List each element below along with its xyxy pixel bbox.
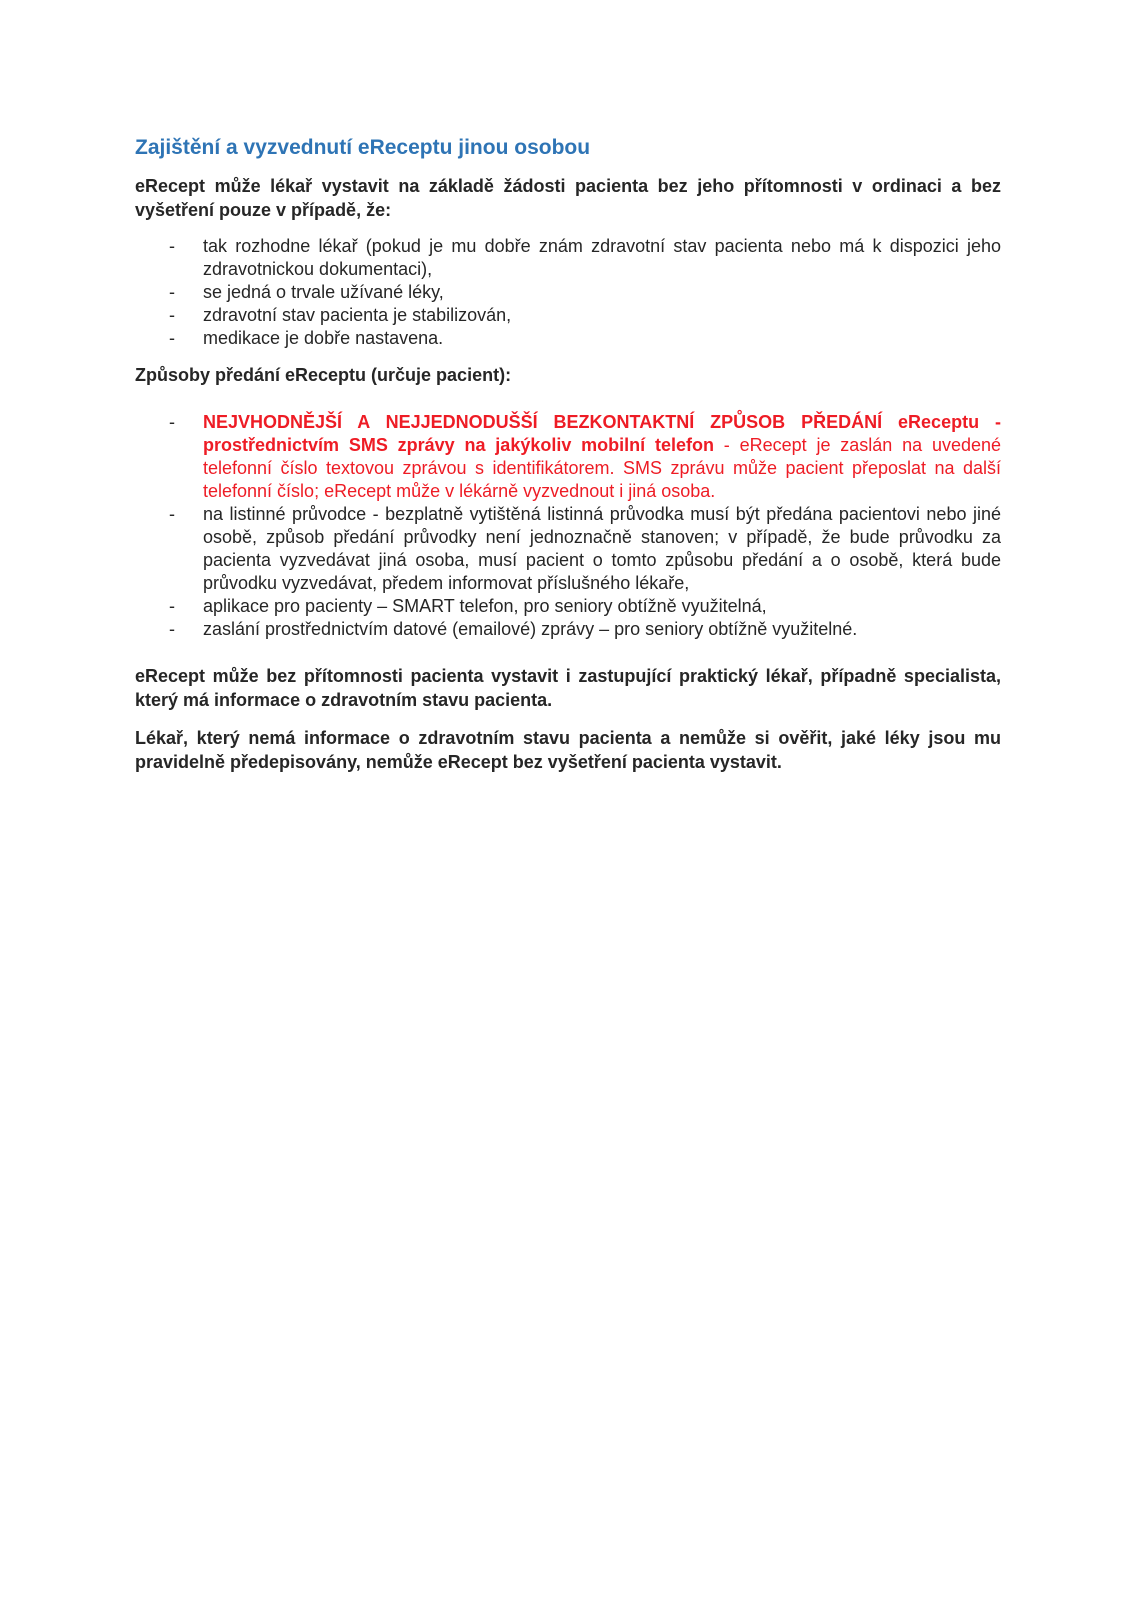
list-item-sms [135, 411, 1001, 503]
bullet-dash: - [169, 596, 175, 616]
no-info-paragraph: Lékař, který nemá informace o zdravotním stavu pacienta a nemůže si ověřit, jaké léky jsou mu pravidelně předepisovány, nemůže eRecept bez vyšetření pacienta vystavit. [135, 728, 1001, 772]
list-item-text: zdravotní stav pacienta je stabilizován, [203, 305, 512, 325]
conditions-list [135, 235, 1001, 350]
list-item-text: aplikace pro pacienty – SMART telefon, pro seniory obtížně využitelná, [203, 596, 767, 616]
methods-heading: Způsoby předání eReceptu (určuje pacient): [135, 365, 512, 385]
bullet-dash: - [169, 504, 175, 524]
list-item-text: medikace je dobře nastavena. [203, 328, 444, 348]
document-title: Zajištění a vyzvednutí eReceptu jinou osobou [135, 136, 591, 159]
bullet-dash: - [169, 619, 175, 639]
list-item-text: tak rozhodne lékař (pokud je mu dobře znám zdravotní stav pacienta nebo má k dispozici jeho zdravotnickou dokumentaci), [203, 236, 1001, 279]
list-item [135, 503, 1001, 595]
list-item [135, 281, 1001, 304]
list-item-text: se jedná o trvale užívané léky, [203, 282, 444, 302]
list-item-text: zaslání prostřednictvím datové (emailové) zprávy – pro seniory obtížně využitelné. [203, 619, 858, 639]
methods-list [135, 411, 1001, 641]
intro-paragraph: eRecept může lékař vystavit na základě žádosti pacienta bez jeho přítomnosti v ordinaci a bez vyšetření pouze v případě, že: [135, 176, 1001, 220]
sms-method-text: - eRecept je zaslán na uvedené telefonní číslo textovou zprávou s identifikátorem. SMS zprávu může pacient přeposlat na další telefonní číslo; eRecept může v lékárně vyzvednout i jiná osoba. [203, 435, 1002, 501]
list-item [135, 235, 1001, 281]
list-item [135, 618, 1001, 641]
sms-method-bold: NEJVHODNĚJŠÍ A NEJJEDNODUŠŠÍ BEZKONTAKTNÍ ZPŮSOB PŘEDÁNÍ eReceptu - prostřednictvím SMS zprávy na jakýkoliv mobilní telefon [203, 412, 1001, 455]
list-item-text: na listinné průvodce - bezplatně vytištěná listinná průvodka musí být předána pacientovi nebo jiné osobě, způsob předání průvodky není jednoznačně stanoven; v případě, že bude průvodku za pacienta vyzvedávat jiná osoba, musí pacient o tomto způsobu předání a o osobě, která bude průvodku vyzvedávat, předem informovat příslušného lékaře, [203, 504, 1001, 593]
bullet-dash: - [169, 328, 175, 348]
list-item [135, 595, 1001, 618]
list-item [135, 304, 1001, 327]
bullet-dash: - [169, 236, 175, 256]
substitute-doctor-paragraph: eRecept může bez přítomnosti pacienta vystavit i zastupující praktický lékař, případně specialista, který má informace o zdravotním stavu pacienta. [135, 666, 1001, 710]
list-item [135, 327, 1001, 350]
document-page [135, 133, 1001, 774]
bullet-dash: - [169, 282, 175, 302]
bullet-dash: - [169, 412, 175, 432]
bullet-dash: - [169, 305, 175, 325]
